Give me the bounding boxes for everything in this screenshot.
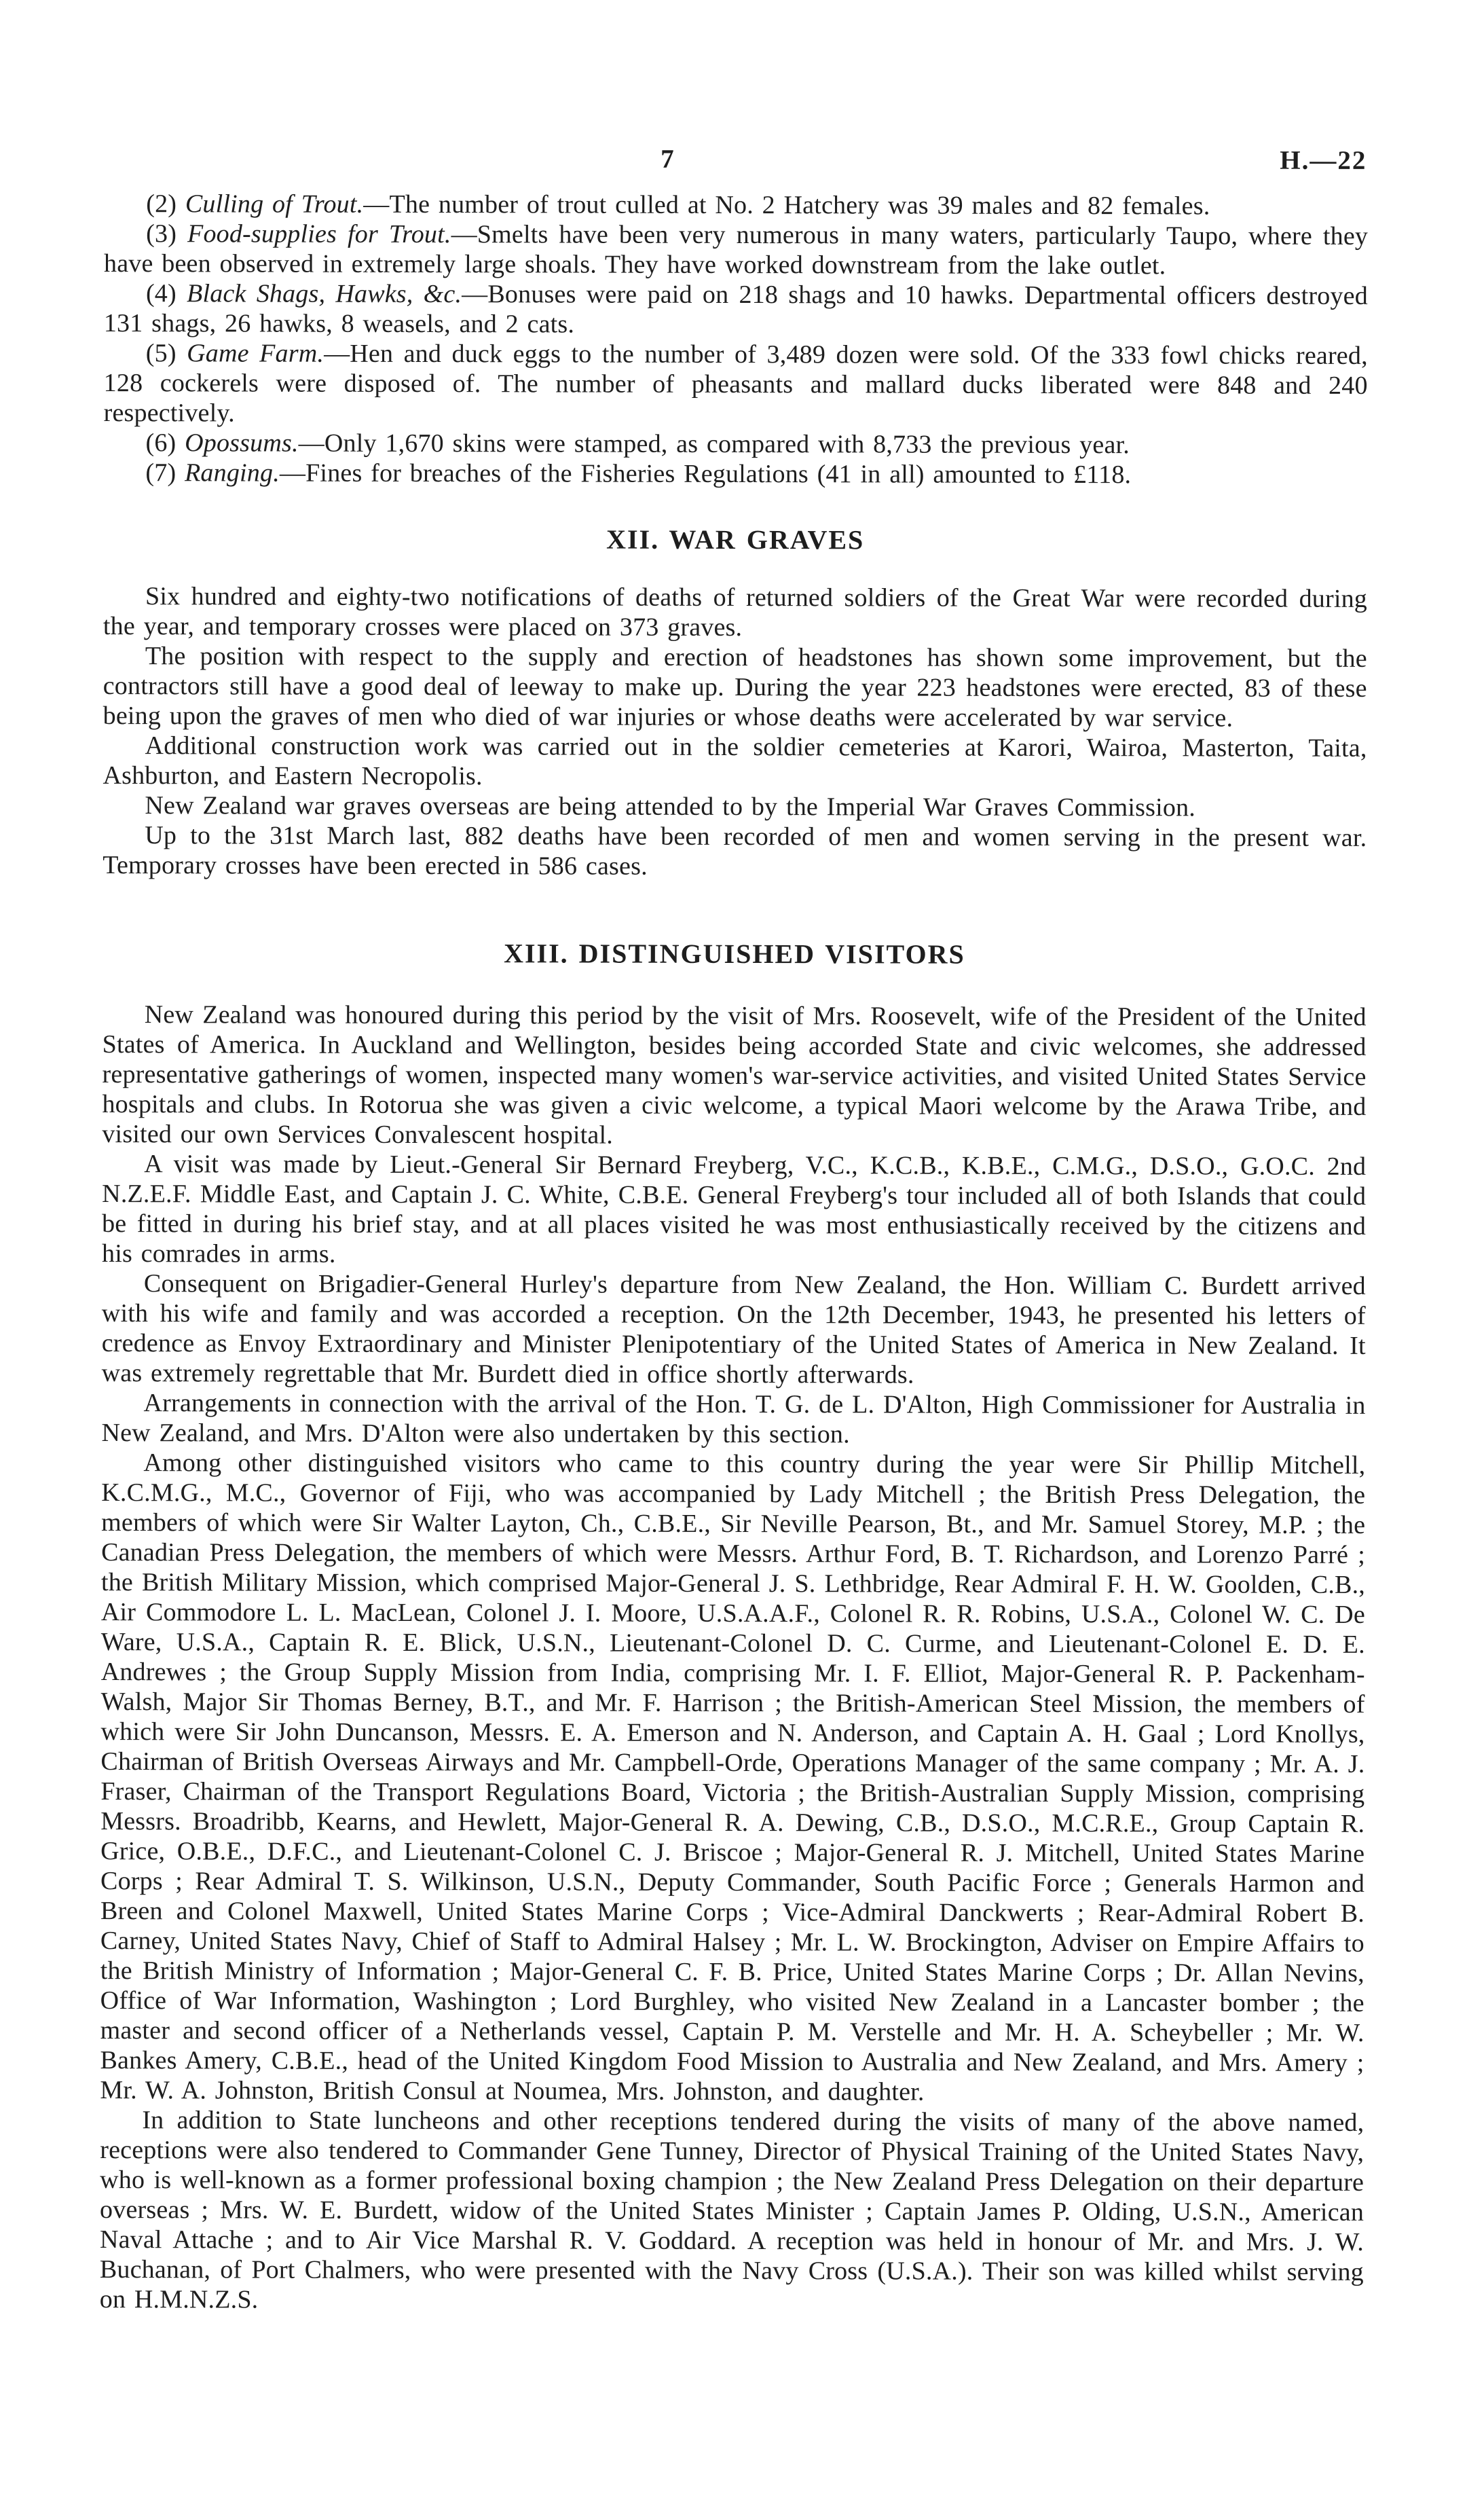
paragraph: In addition to State luncheons and other receptions tendered during the visits of many of the above named, receptions were also tendered to Commander Gene Tunney, Director of Physical Training of the United States Navy, who is well-known as a former professional boxing champion ; the New Zealand Press Delegation on their departure overseas ; Mrs. W. E. Burdett, widow of the United States Minister ; Captain James P. Olding, U.S.N., American Naval Attache ; and to Air Vice Marshal R. V. Goddard. A reception was held in honour of Mr. and Mrs. J. W. Buchanan, of Port Chalmers, who were presented with the Navy Cross (U.S.A.). Their son was killed whilst serving on H.M.N.Z.S. — [99, 2106, 1364, 2314]
paragraph: A visit was made by Lieut.-General Sir Bernard Freyberg, V.C., K.C.B., K.B.E., C.M.G., D.S.O., G.O.C. 2nd N.Z.E.F. Middle East, and Captain J. C. White, C.B.E. General Freyberg's tour included all of both Islands that could be fitted in during his brief stay, and at all places visited he was most enthusiastically received by the citizens and his comrades in arms. — [101, 1150, 1367, 1268]
paragraph: Six hundred and eighty-two notifications of deaths of returned soldiers of the Great War were recorded during the year, and temporary crosses were placed on 373 graves. — [103, 582, 1368, 642]
item-title: Opossums. — [185, 428, 299, 458]
item-number: (7) — [145, 458, 177, 488]
item-title: Culling of Trout. — [185, 189, 364, 219]
item-title: Game Farm. — [187, 339, 324, 368]
item-title: Food-supplies for Trout. — [187, 219, 451, 249]
paragraph: Arrangements in connection with the arrival of the Hon. T. G. de L. D'Alton, High Commissioner for Australia in New Zealand, and Mrs. D'Alton were also undertaken by this section. — [101, 1389, 1366, 1449]
list-item-opossums — [103, 428, 1367, 460]
item-number: (2) — [146, 189, 177, 219]
item-number: (5) — [145, 339, 177, 368]
item-text: —Bonuses were paid on 218 shags and 10 hawks. Departmental officers destroyed 131 shags, 26 hawks, 8 weasels, and 2 cats. — [103, 280, 1369, 339]
item-text: —The number of trout culled at No. 2 Hatchery was 39 males and 82 females. — [363, 189, 1210, 221]
paragraph: Additional construction work was carried out in the soldier cemeteries at Karori, Wairoa, Masterton, Taita, Ashburton, and Eastern Necropolis. — [103, 731, 1367, 791]
list-item-ranging — [103, 458, 1367, 490]
paragraph: Consequent on Brigadier-General Hurley's departure from New Zealand, the Hon. William C. Burdett arrived with his wife and family and was accorded a reception. On the 12th December, 1943, he presented his letters of credence as Envoy Extraordinary and Minister Plenipotentiary of the United States of America in New Zealand. It was extremely regrettable that Mr. Burdett died in office shortly afterwards. — [101, 1269, 1366, 1389]
section-distinguished-visitors — [100, 1000, 1367, 2317]
item-text: —Hen and duck eggs to the number of 3,489 dozen were sold. Of the 333 fowl chicks reared, 128 cockerels were disposed of. The number of pheasants and mallard ducks liberated were 848 and 240 respectively. — [103, 339, 1368, 428]
list-item-culling-of-trout — [104, 189, 1368, 221]
paper-reference: H.—22 — [1280, 145, 1367, 175]
paragraph: New Zealand was honoured during this period by the visit of Mrs. Roosevelt, wife of the President of the United States of America. In Auckland and Wellington, besides being accorded State and civic welcomes, she addressed representative gatherings of women, inspected many women's war-service activities, and visited United States Service hospitals and clubs. In Rotorua she was given a civic welcome, a typical Maori welcome by the Arawa Tribe, and visited our own Services Convalescent hospital. — [102, 1000, 1367, 1150]
section-war-graves — [103, 581, 1367, 883]
fisheries-numbered-items — [103, 189, 1368, 490]
page-header — [104, 143, 1368, 183]
item-title: Black Shags, Hawks, &c. — [187, 279, 462, 309]
item-text: —Only 1,670 skins were stamped, as compared with 8,733 the previous year. — [298, 428, 1130, 460]
item-number: (4) — [145, 279, 177, 308]
item-title: Ranging. — [185, 458, 280, 488]
list-item-game-farm — [104, 338, 1368, 431]
section-heading-war-graves: XII. WAR GRAVES — [606, 524, 865, 555]
page-number: 7 — [661, 144, 675, 174]
list-item-black-shags-hawks — [104, 278, 1368, 341]
paragraph: Among other distinguished visitors who came to this country during the year were Sir Phillip Mitchell, K.C.M.G., M.C., Governor of Fiji, who was accompanied by Lady Mitchell ; the British Press Delegation, the members of which were Sir Walter Layton, Ch., C.B.E., Sir Neville Pearson, Bt., and Mr. Samuel Storey, M.P. ; the Canadian Press Delegation, the members of which were Messrs. Arthur Ford, B. T. Richardson, and Lorenzo Parré ; the British Military Mission, which comprised Major-General J. S. Lethbridge, Rear Admiral F. H. W. Goolden, C.B., Air Commodore L. L. MacLean, Colonel J. I. Moore, U.S.A.A.F., Colonel R. R. Robins, U.S.A., Colonel W. C. De Ware, U.S.A., Captain R. E. Blick, U.S.N., Lieutenant-Colonel D. C. Curme, and Lieutenant-Colonel E. D. E. Andrewes ; the Group Supply Mission from India, comprising Mr. I. F. Elliot, Major-General R. P. Packenham-Walsh, Major Sir Thomas Berney, B.T., and Mr. F. Harrison ; the British-American Steel Mission, the members of which were Sir John Duncanson, Messrs. E. A. Emerson and N. Anderson, and Captain A. H. Gaal ; Lord Knollys, Chairman of British Overseas Airways and Mr. Campbell-Orde, Operations Manager of the same company ; Mr. A. J. Fraser, Chairman of the Transport Regulations Board, Victoria ; the British-Australian Supply Mission, comprising Messrs. Broadribb, Kearns, and Hewlett, Major-General R. A. Dewing, C.B., D.S.O., M.C.R.E., Group Captain R. Grice, O.B.E., D.F.C., and Lieutenant-Colonel C. J. Briscoe ; Major-General R. J. Mitchell, United States Marine Corps ; Rear Admiral T. S. Wilkinson, U.S.N., Deputy Commander, South Pacific Force ; Generals Harmon and Breen and Colonel Maxwell, United States Marine Corps ; Vice-Admiral Danckwerts ; Rear-Admiral Robert B. Carney, United States Navy, Chief of Staff to Admiral Halsey ; Mr. L. W. Brockington, Adviser on Empire Affairs to the British Ministry of Information ; Major-General C. F. B. Price, United States Marine Corps ; Dr. Allan Nevins, Office of War Information, Washington ; Lord Burghley, who visited New Zealand in a Lancaster bomber ; the master and second officer of a Netherlands vessel, Captain P. M. Verstelle and Mr. H. A. Scheybeller ; Mr. W. Bankes Amery, C.B.E., head of the United Kingdom Food Mission to Australia and New Zealand, and Mrs. Amery ; Mr. W. A. Johnston, British Consul at Noumea, Mrs. Johnston, and daughter. — [100, 1448, 1366, 2106]
section-heading-distinguished-visitors: XIII. DISTINGUISHED VISITORS — [504, 938, 965, 970]
list-item-food-supplies — [104, 219, 1368, 281]
item-text: —Fines for breaches of the Fisheries Regulations (41 in all) amounted to £118. — [279, 458, 1132, 490]
report-body — [100, 189, 1369, 2317]
paragraph: New Zealand war graves overseas are being attended to by the Imperial War Graves Commission. — [145, 791, 1196, 822]
item-text: —Smelts have been very numerous in many waters, particularly Taupo, where they have been observed in extremely large shoals. They have worked downstream from the lake outlet. — [104, 220, 1369, 280]
item-number: (6) — [145, 428, 177, 458]
paragraph: Up to the 31st March last, 882 deaths have been recorded of men and women serving in the present war. Temporary crosses have been erected in 586 cases. — [103, 821, 1367, 881]
item-number: (3) — [146, 219, 177, 249]
paragraph: The position with respect to the supply and erection of headstones has shown some improvement, but the contractors still have a good deal of leeway to make up. During the year 223 headstones were erected, 83 of these being upon the graves of men who died of war injuries or whose deaths were accelerated by war service. — [103, 642, 1367, 733]
